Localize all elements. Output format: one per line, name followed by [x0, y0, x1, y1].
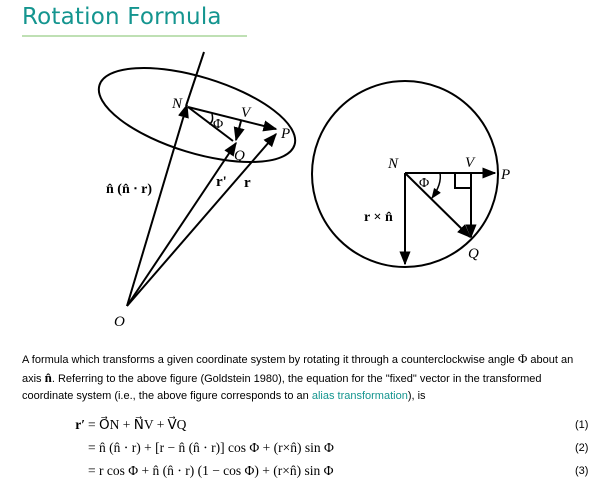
description-paragraph: [22, 350, 587, 405]
label-P-left: P: [281, 126, 291, 142]
label-r-cross-n: r × n̂: [364, 210, 393, 225]
label-Q-right: Q: [468, 246, 479, 262]
vector-r-prime: [127, 143, 236, 306]
label-r-left: r: [244, 175, 251, 191]
label-r-prime: r': [216, 174, 227, 190]
equation-3-rhs: = r cos Φ + n̂ (n̂ ⋅ r) (1 − cos Φ) + (r×n̂) sin Φ: [88, 463, 334, 478]
equation-1-number: (1): [575, 419, 589, 431]
equation-3-number: (3): [575, 465, 589, 477]
label-N-left: N: [172, 96, 183, 112]
alias-transformation-link[interactable]: alias transformation: [311, 390, 408, 402]
equation-1-rhs: = O⃗N + N⃗V + V⃗Q: [88, 417, 187, 432]
paragraph-phi: Φ: [517, 351, 528, 366]
equation-2-number: (2): [575, 442, 589, 454]
equation-3: [0, 463, 604, 483]
label-P-right: P: [501, 167, 511, 183]
label-n-n-dot-r: n̂ (n̂ ⋅ r): [106, 182, 153, 197]
phi-arc-right: [432, 173, 440, 198]
page-title: Rotation Formula: [22, 4, 222, 30]
right-angle-marker: [455, 173, 471, 188]
paragraph-text-1: A formula which transforms a given coordinate system by rotating it through a counterclockwise angle: [22, 354, 518, 366]
left-figure: [88, 49, 305, 330]
label-phi-right: Φ: [419, 176, 430, 191]
vector-n-n-dot-r: [127, 105, 187, 306]
equation-2-rhs: = n̂ (n̂ ⋅ r) + [r − n̂ (n̂ ⋅ r)] cos Φ + (r×n̂) sin Φ: [88, 440, 334, 455]
paragraph-text-2: about an axis: [22, 354, 574, 385]
label-V-right: V: [465, 155, 475, 171]
label-V-left: V: [241, 105, 251, 121]
equation-1-lhs: r′: [75, 417, 85, 432]
paragraph-nhat: n̂: [44, 370, 52, 385]
label-Q-left: Q: [234, 148, 245, 164]
paragraph-text-3: . Referring to the above figure (Goldstein 1980), the equation for the "fixed" vector in the transformed coordinate system (i.e., the above figure corresponds to an: [22, 373, 542, 402]
right-figure: [312, 81, 510, 267]
vector-NQ-right: [405, 173, 470, 237]
label-O: O: [114, 314, 125, 330]
vector-r: [127, 134, 276, 306]
equation-2: [0, 440, 604, 460]
vector-VQ: [236, 121, 241, 140]
label-phi-left: Φ: [213, 117, 224, 132]
rotation-axis-line: [186, 52, 204, 106]
paragraph-text-4: ), is: [407, 390, 426, 402]
label-N-right: N: [388, 156, 399, 172]
equation-1: [0, 417, 604, 437]
